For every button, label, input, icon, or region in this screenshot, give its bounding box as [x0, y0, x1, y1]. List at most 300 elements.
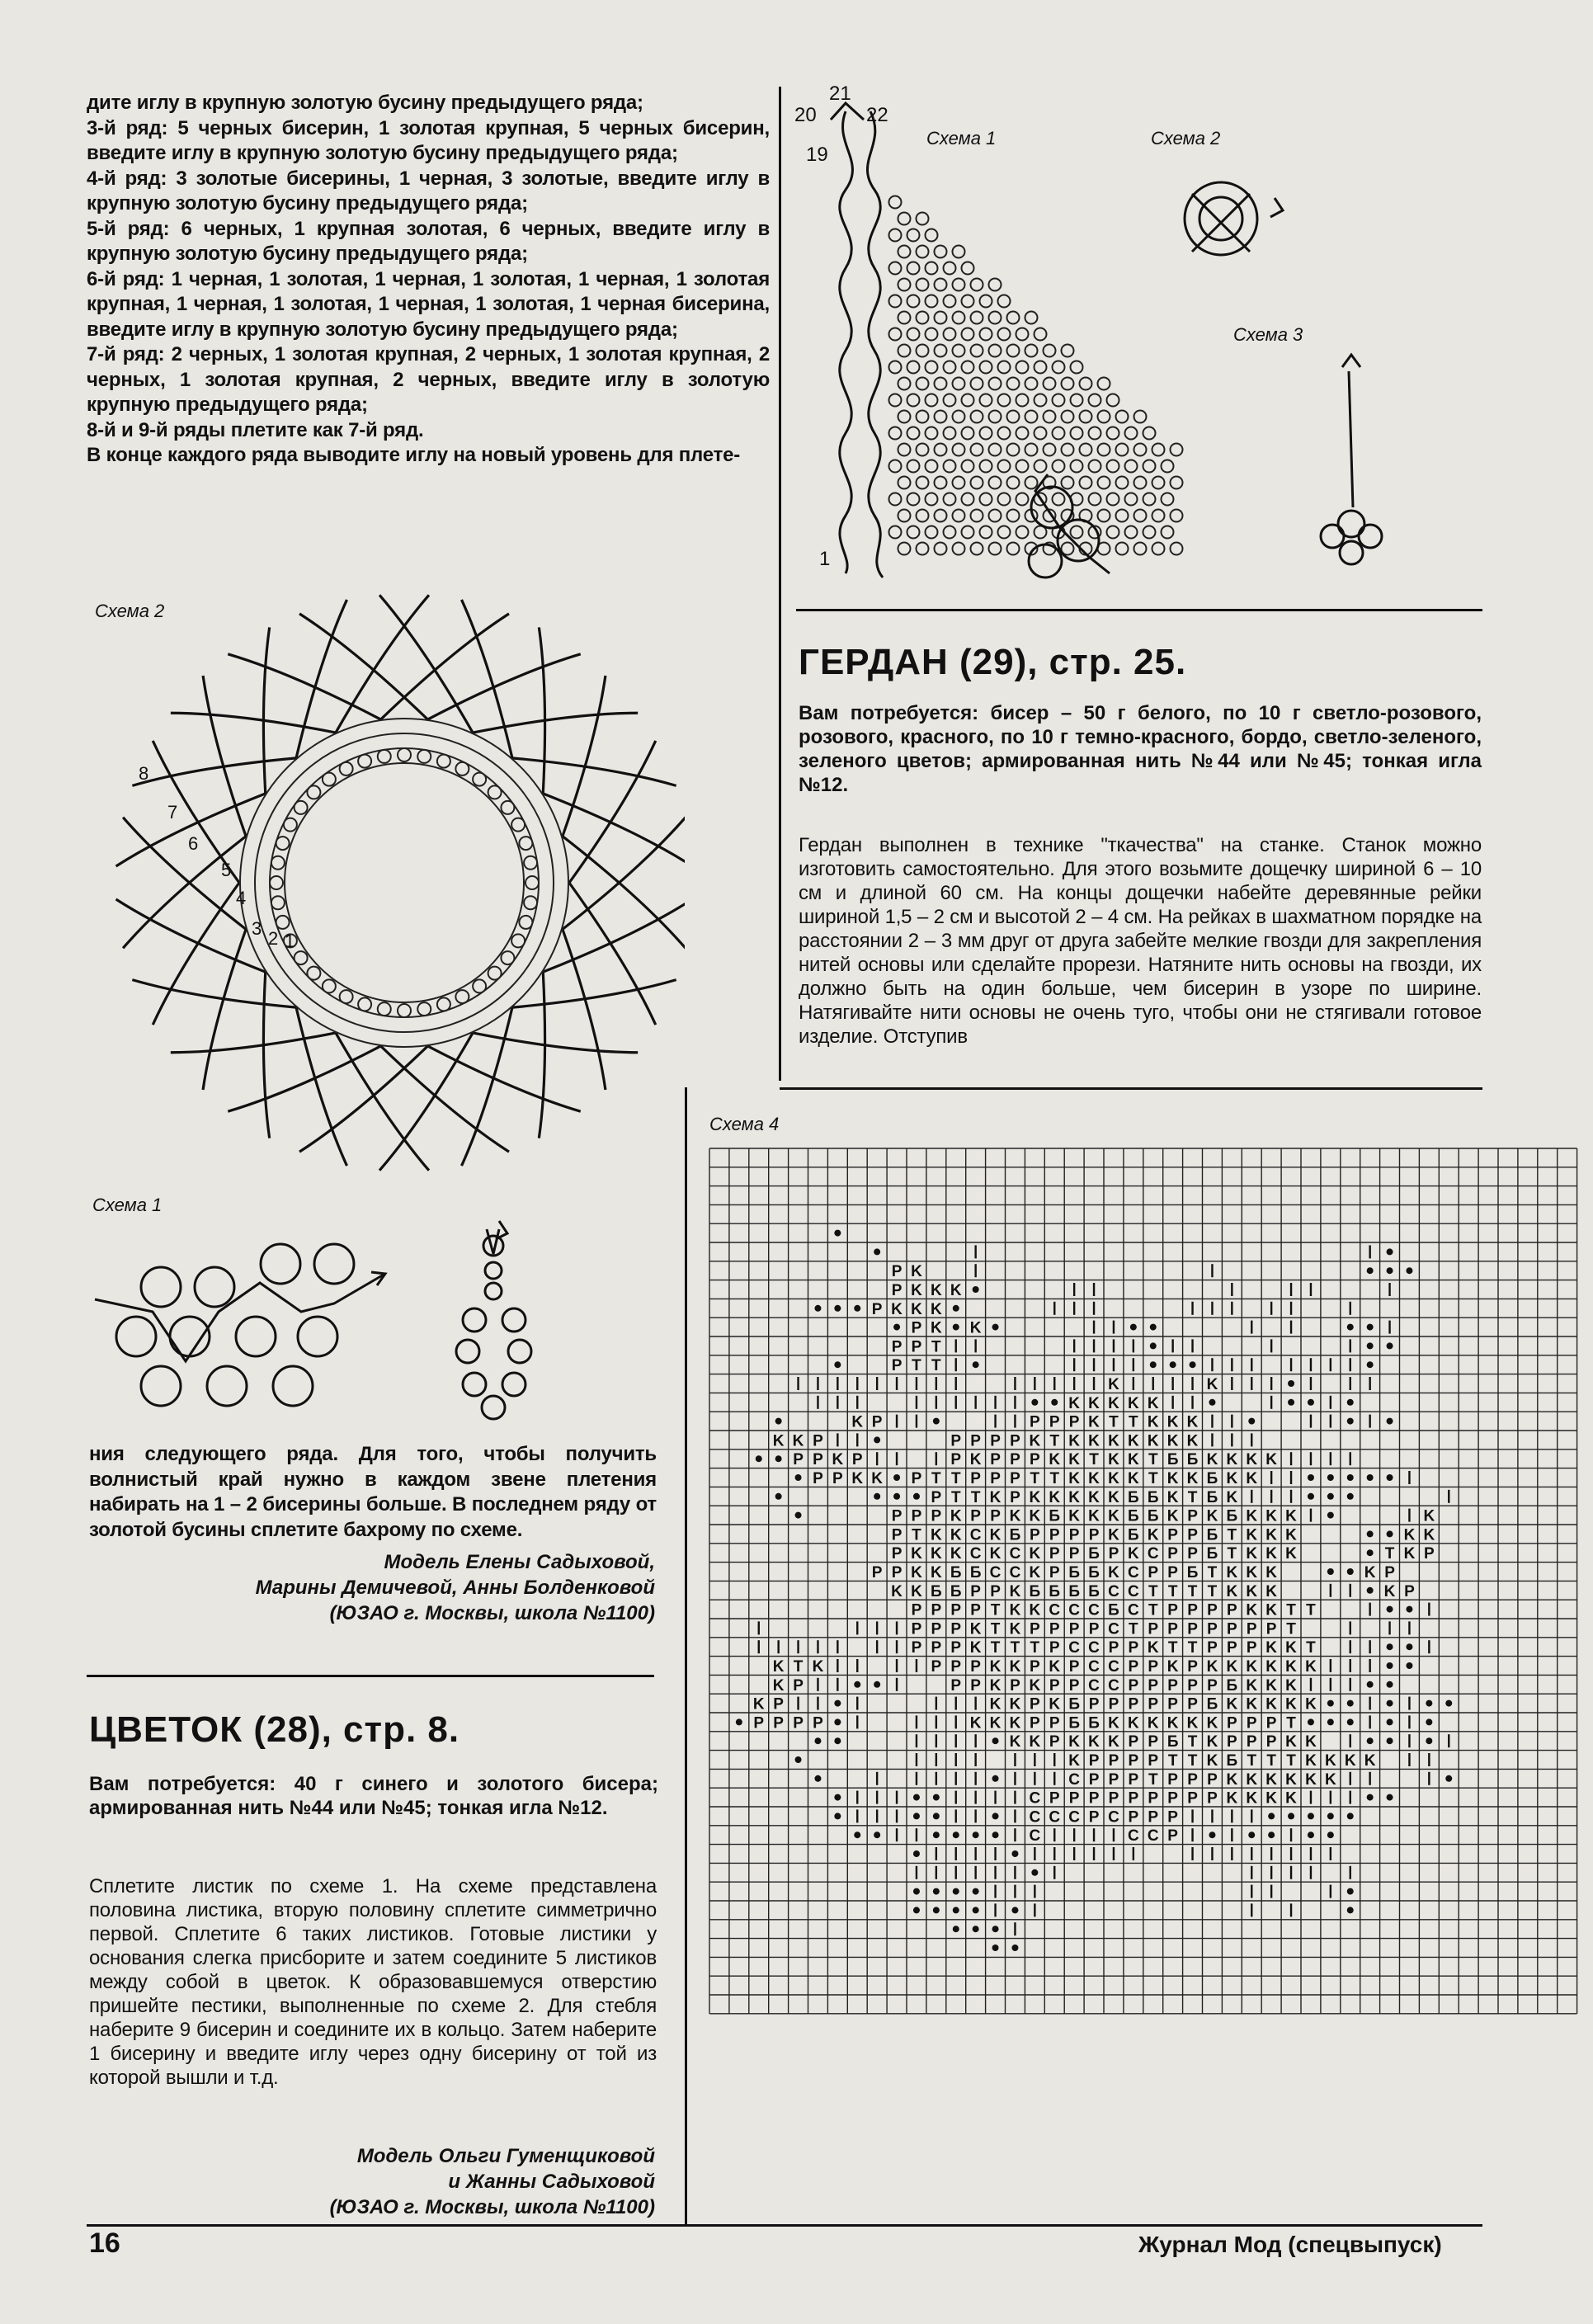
triangle-bead [998, 493, 1011, 506]
grid-bar [1014, 1866, 1016, 1879]
triangle-bead [1125, 526, 1138, 539]
ring-bead [284, 818, 297, 832]
grid-letter: K [1285, 1507, 1297, 1525]
grid-bar [974, 1772, 976, 1785]
grid-letter: P [1167, 1827, 1178, 1846]
grid-letter: C [1127, 1601, 1139, 1619]
grid-bar [896, 1377, 898, 1390]
grid-bar [1073, 1828, 1075, 1841]
grid-bar [1290, 1452, 1292, 1465]
ring-petal-line [263, 972, 269, 1138]
grid-letter: P [1148, 1695, 1159, 1714]
ring-bead [455, 990, 469, 1003]
grid-letter: K [1029, 1733, 1041, 1751]
grid-bar [1034, 1772, 1035, 1785]
grid-dot [1367, 1361, 1374, 1368]
grid-letter: P [1068, 1676, 1080, 1695]
grid-letter: K [950, 1507, 962, 1525]
grid-dot [1387, 1737, 1393, 1744]
grid-letter: P [1108, 1695, 1119, 1714]
scheme1-bead-triangle [889, 196, 1183, 555]
triangle-bead [1071, 361, 1083, 374]
grid-bar [1350, 1866, 1351, 1879]
grid-dot [1406, 1643, 1412, 1650]
ring-petal-line [379, 595, 473, 733]
ring-bead [511, 818, 525, 832]
grid-bar [936, 1753, 937, 1766]
grid-letter: Б [1206, 1695, 1218, 1714]
triangle-bead [1025, 477, 1038, 489]
grid-bar [1251, 1490, 1252, 1503]
grid-bar [1093, 1283, 1095, 1296]
ring-petal-line [512, 980, 676, 1008]
grid-letter: K [1226, 1470, 1238, 1487]
grid-dot [1426, 1700, 1432, 1707]
grid-bar [1270, 1866, 1272, 1879]
grid-letter: K [989, 1714, 1002, 1732]
grid-letter: P [1265, 1714, 1277, 1732]
grid-letter: P [1148, 1752, 1159, 1770]
grid-letter: P [1049, 1639, 1060, 1657]
grid-bar [936, 1396, 937, 1409]
grid-letter: P [911, 1507, 922, 1525]
column-divider-middle [685, 1087, 687, 2226]
grid-dot [953, 1831, 959, 1838]
grid-letter: K [1147, 1714, 1159, 1732]
text-line: 5-й ряд: 6 черных, 1 крупная золотая, 6 черных, введите иглу в крупную золотую бусину предыдущего ряда; [87, 217, 770, 265]
grid-letter: K [930, 1300, 942, 1318]
grid-letter: P [1148, 1564, 1159, 1582]
grid-letter: K [1049, 1695, 1061, 1714]
grid-dot [933, 1907, 940, 1913]
number-21: 21 [829, 82, 851, 105]
grid-dot [1387, 1267, 1393, 1274]
triangle-bead [907, 328, 920, 341]
grid-bar [1211, 1302, 1213, 1315]
grid-bar [876, 1772, 878, 1785]
grid-dot [1327, 1493, 1334, 1500]
grid-letter: P [1088, 1620, 1100, 1638]
grid-letter: K [1403, 1545, 1416, 1563]
grid-letter: Б [1147, 1507, 1159, 1525]
grid-letter: K [1088, 1394, 1100, 1412]
grid-letter: T [912, 1357, 921, 1375]
grid-dot [1387, 1643, 1393, 1650]
triangle-bead [889, 328, 902, 341]
grid-bar [1350, 1339, 1351, 1352]
grid-letter: K [1246, 1470, 1258, 1487]
triangle-bead [971, 543, 983, 555]
grid-letter: K [1068, 1733, 1081, 1751]
grid-bar [1191, 1339, 1193, 1352]
ring-bead [524, 856, 537, 870]
grid-letter: K [1108, 1376, 1119, 1393]
grid-dot [1347, 1700, 1354, 1707]
grid-bar [955, 1791, 957, 1804]
grid-bar [896, 1659, 898, 1672]
grid-bar [1251, 1847, 1252, 1860]
triangle-bead [980, 526, 992, 539]
scheme3-top-label: Схема 3 [1233, 324, 1303, 345]
triangle-bead [1007, 378, 1020, 390]
grid-letter: K [1186, 1413, 1199, 1431]
grid-dot [953, 1324, 959, 1331]
grid-bar [1093, 1377, 1095, 1390]
grid-letter: K [1246, 1601, 1258, 1619]
grid-dot [1387, 1474, 1393, 1481]
triangle-bead [998, 394, 1011, 407]
grid-letter: P [1010, 1470, 1020, 1487]
triangle-bead [889, 262, 902, 275]
grid-bar [1350, 1734, 1351, 1747]
grid-letter: P [773, 1695, 784, 1714]
grid-bar [1270, 1885, 1272, 1898]
grid-bar [955, 1809, 957, 1822]
triangle-bead [962, 361, 974, 374]
grid-bar [1093, 1847, 1095, 1860]
grid-dot [1011, 1945, 1018, 1951]
grid-bar [1113, 1828, 1115, 1841]
grid-letter: P [891, 1357, 903, 1375]
grid-bar [1251, 1903, 1252, 1916]
triangle-bead [917, 345, 929, 357]
triangle-bead [898, 477, 911, 489]
grid-letter: K [1246, 1451, 1258, 1469]
grid-letter: K [1423, 1526, 1435, 1544]
ring-bead-row [270, 748, 539, 1017]
grid-dot [814, 1775, 821, 1782]
grid-letter: K [989, 1545, 1002, 1563]
grid-bar [1408, 1621, 1410, 1634]
grid-bar [1133, 1339, 1134, 1352]
grid-bar [1369, 1659, 1370, 1672]
grid-letter: Б [1186, 1451, 1199, 1469]
number-22: 22 [866, 104, 888, 126]
grid-letter: P [1088, 1695, 1100, 1714]
triangle-bead [1107, 460, 1119, 473]
grid-bar [1093, 1302, 1095, 1315]
grid-letter: K [1206, 1714, 1218, 1732]
triangle-bead [953, 312, 965, 324]
grid-bar [1270, 1396, 1272, 1409]
triangle-bead [898, 510, 911, 522]
triangle-bead [1125, 493, 1138, 506]
grid-letter: T [1207, 1582, 1218, 1600]
grid-letter: C [1068, 1601, 1081, 1619]
grid-letter: P [793, 1676, 804, 1695]
ring-petal-line [171, 1033, 336, 1053]
grid-bar [955, 1734, 957, 1747]
grid-dot [973, 1926, 979, 1932]
grid-bar [1270, 1471, 1272, 1484]
grid-bar [1133, 1358, 1134, 1371]
grid-letter: K [891, 1582, 903, 1600]
grid-letter: K [1285, 1639, 1297, 1657]
grid-dot [854, 1831, 860, 1838]
grid-letter: P [1167, 1695, 1178, 1714]
triangle-bead [1044, 411, 1056, 423]
grid-letter: P [753, 1714, 765, 1732]
grid-bar [876, 1791, 878, 1804]
ring-petal-line [512, 758, 676, 786]
author-line: (ЮЗАО г. Москвы, школа №1100) [329, 2196, 655, 2218]
grid-letter: P [851, 1451, 863, 1469]
grid-dot [1170, 1361, 1176, 1368]
triangle-bead [1098, 411, 1110, 423]
grid-letter: K [792, 1432, 804, 1450]
ring-bead [358, 997, 371, 1011]
grid-letter: K [772, 1658, 785, 1676]
triangle-bead [1007, 345, 1020, 357]
triangle-bead [953, 411, 965, 423]
grid-letter: K [930, 1282, 942, 1299]
triangle-bead [962, 460, 974, 473]
grid-bar [1034, 1377, 1035, 1390]
grid-dot [1367, 1342, 1374, 1349]
text-line: дите иглу в крупную золотую бусину предыдущего ряда; [87, 92, 643, 114]
grid-letter: T [1030, 1639, 1040, 1657]
grid-dot [1367, 1794, 1374, 1801]
triangle-bead [935, 411, 947, 423]
grid-letter: K [1285, 1695, 1297, 1714]
grid-dot [1347, 1813, 1354, 1819]
grid-bar [936, 1452, 937, 1465]
grid-bar [1251, 1866, 1252, 1879]
grid-letter: T [1384, 1545, 1395, 1563]
grid-letter: K [1127, 1432, 1139, 1450]
grid-letter: P [1187, 1526, 1198, 1544]
grid-letter: Б [1206, 1470, 1218, 1487]
grid-bar [1211, 1264, 1213, 1277]
triangle-bead [1025, 378, 1038, 390]
scheme2-top-label: Схема 2 [1151, 128, 1221, 148]
grid-letter: P [970, 1432, 981, 1450]
ring-petal-line [203, 676, 246, 837]
grid-letter: P [1068, 1620, 1080, 1638]
grid-letter: C [1108, 1808, 1119, 1827]
triangle-bead [1143, 493, 1156, 506]
grid-letter: P [1068, 1526, 1080, 1544]
author-line: и Жанны Садыховой [448, 2171, 655, 2193]
grid-letter: P [950, 1620, 962, 1638]
grid-bar [856, 1809, 858, 1822]
triangle-bead [1016, 526, 1029, 539]
grid-letter: K [1029, 1564, 1041, 1582]
grid-letter: P [1207, 1676, 1218, 1695]
grid-bar [994, 1866, 996, 1879]
triangle-bead [907, 460, 920, 473]
grid-letter: K [1265, 1507, 1278, 1525]
grid-bar [1093, 1339, 1095, 1352]
ring-bead [417, 750, 431, 763]
grid-dot [874, 1493, 880, 1500]
grid-dot [795, 1512, 802, 1519]
grid-bar [1350, 1358, 1351, 1371]
grid-letter: Б [1226, 1676, 1238, 1695]
grid-letter: C [969, 1526, 982, 1544]
grid-letter: K [969, 1620, 982, 1638]
grid-bar [1231, 1283, 1232, 1296]
grid-letter: K [1127, 1451, 1139, 1469]
grid-letter: P [1167, 1526, 1178, 1544]
grid-bar [1251, 1358, 1252, 1371]
grid-letter: P [1049, 1733, 1060, 1751]
triangle-bead [907, 229, 920, 242]
grid-symbols [736, 1230, 1452, 1951]
triangle-bead [1007, 444, 1020, 456]
ring-number: 4 [236, 888, 247, 908]
grid-dot [913, 1907, 920, 1913]
ring-petal-line [336, 1033, 429, 1171]
top-right-diagrams [788, 78, 1489, 606]
grid-letter: Б [1206, 1488, 1218, 1506]
grid-letter: K [930, 1545, 942, 1563]
triangle-bead [953, 510, 965, 522]
grid-bar [1152, 1377, 1154, 1390]
grid-letter: K [1403, 1526, 1416, 1544]
triangle-bead [1044, 345, 1056, 357]
grid-dot [834, 1230, 841, 1237]
triangle-bead [989, 378, 1002, 390]
grid-dot [913, 1493, 920, 1500]
grid-letter: T [1148, 1451, 1158, 1469]
grid-bar [1408, 1471, 1410, 1484]
grid-letter: P [1187, 1658, 1198, 1676]
grid-letter: K [1265, 1564, 1278, 1582]
triangle-bead [1116, 411, 1129, 423]
grid-dot [874, 1436, 880, 1443]
triangle-bead [989, 444, 1002, 456]
author-block-2 [89, 2143, 655, 2220]
triangle-bead [1007, 411, 1020, 423]
triangle-bead [917, 444, 929, 456]
grid-letter: K [1226, 1564, 1238, 1582]
grid-dot [775, 1493, 782, 1500]
ring-bead [340, 762, 353, 775]
triangle-bead [889, 295, 902, 308]
grid-dot [1268, 1813, 1275, 1819]
triangle-bead [907, 427, 920, 440]
grid-bar [1428, 1753, 1430, 1766]
grid-bar [1330, 1584, 1331, 1597]
grid-bar [1408, 1509, 1410, 1522]
text-line: 4-й ряд: 3 золотые бисерины, 1 черная, 3 золотые, введите иглу в крупную золотую бусину предыдущего ряда; [87, 167, 770, 214]
grid-bar [1251, 1809, 1252, 1822]
grid-dot [973, 1888, 979, 1895]
grid-letter: K [1147, 1639, 1159, 1657]
grid-bar [916, 1659, 917, 1672]
triangle-bead [971, 345, 983, 357]
grid-bar [856, 1791, 858, 1804]
grid-letter: Б [1166, 1451, 1179, 1469]
grid-bar [1310, 1866, 1312, 1879]
grid-letter: T [990, 1601, 1001, 1619]
grid-dot [933, 1813, 940, 1819]
ring-petal-line [228, 1046, 380, 1111]
grid-bar [1133, 1377, 1134, 1390]
grid-letter: K [911, 1545, 922, 1563]
grid-bar [856, 1715, 858, 1728]
triangle-bead [962, 328, 974, 341]
triangle-bead [1062, 378, 1074, 390]
ring-bead [511, 934, 525, 947]
triangle-bead [944, 262, 956, 275]
grid-dot [913, 1850, 920, 1857]
left-top-text [87, 91, 770, 469]
grid-letter: K [1344, 1752, 1356, 1770]
grid-bar [758, 1640, 760, 1653]
grid-letter: K [1068, 1451, 1081, 1469]
grid-letter: P [911, 1601, 922, 1619]
grid-letter: P [1030, 1658, 1040, 1676]
grid-dot [1031, 1399, 1038, 1406]
ring-number: 7 [167, 802, 178, 823]
triangle-bead [1053, 427, 1065, 440]
grid-bar [817, 1640, 818, 1653]
grid-dot [834, 1700, 841, 1707]
ring-bead [417, 1002, 431, 1016]
grid-letter: P [1148, 1676, 1159, 1695]
triangle-bead [889, 526, 902, 539]
grid-letter: P [1167, 1601, 1178, 1619]
grid-bar [1350, 1302, 1351, 1315]
grid-letter: K [1147, 1526, 1159, 1544]
grid-letter: P [1424, 1545, 1435, 1563]
triangle-bead [998, 328, 1011, 341]
grid-letter: P [1187, 1676, 1198, 1695]
grid-bar [974, 1264, 976, 1277]
grid-letter: P [1148, 1808, 1159, 1827]
triangle-bead [1143, 460, 1156, 473]
grid-letter: K [1166, 1413, 1179, 1431]
grid-dot [1347, 1324, 1354, 1331]
grid-letter: C [1088, 1676, 1100, 1695]
triangle-bead [1152, 444, 1165, 456]
triangle-bead [935, 279, 947, 291]
author-line: (ЮЗАО г. Москвы, школа №1100) [329, 1602, 655, 1624]
grid-bar [1034, 1885, 1035, 1898]
grid-bar [916, 1415, 917, 1428]
grid-dot [1209, 1399, 1215, 1406]
scheme1-left-label: Схема 1 [92, 1195, 163, 1215]
grid-bar [1270, 1377, 1272, 1390]
ring-number: 6 [188, 833, 199, 854]
grid-dot [992, 1831, 999, 1838]
triangle-bead [1089, 394, 1101, 407]
grid-bar [1014, 1922, 1016, 1935]
grid-letter: P [1010, 1676, 1020, 1695]
grid-bar [1053, 1772, 1055, 1785]
grid-dot [1347, 1493, 1354, 1500]
grid-bar [1369, 1772, 1370, 1785]
grid-letter: K [989, 1695, 1002, 1714]
triangle-bead [989, 477, 1002, 489]
grid-bar [974, 1847, 976, 1860]
grid-letter: T [931, 1470, 941, 1487]
grid-dot [1367, 1267, 1374, 1274]
grid-dot [874, 1831, 880, 1838]
grid-letter: K [1186, 1432, 1199, 1450]
grid-letter: Б [950, 1564, 962, 1582]
triangle-bead [1025, 444, 1038, 456]
grid-bar [876, 1809, 878, 1822]
triangle-bead [889, 196, 902, 209]
grid-letter: K [969, 1639, 982, 1657]
ring-number: 2 [268, 928, 279, 949]
grid-letter: P [950, 1451, 962, 1469]
triangle-bead [1143, 526, 1156, 539]
grid-bar [1330, 1396, 1331, 1409]
